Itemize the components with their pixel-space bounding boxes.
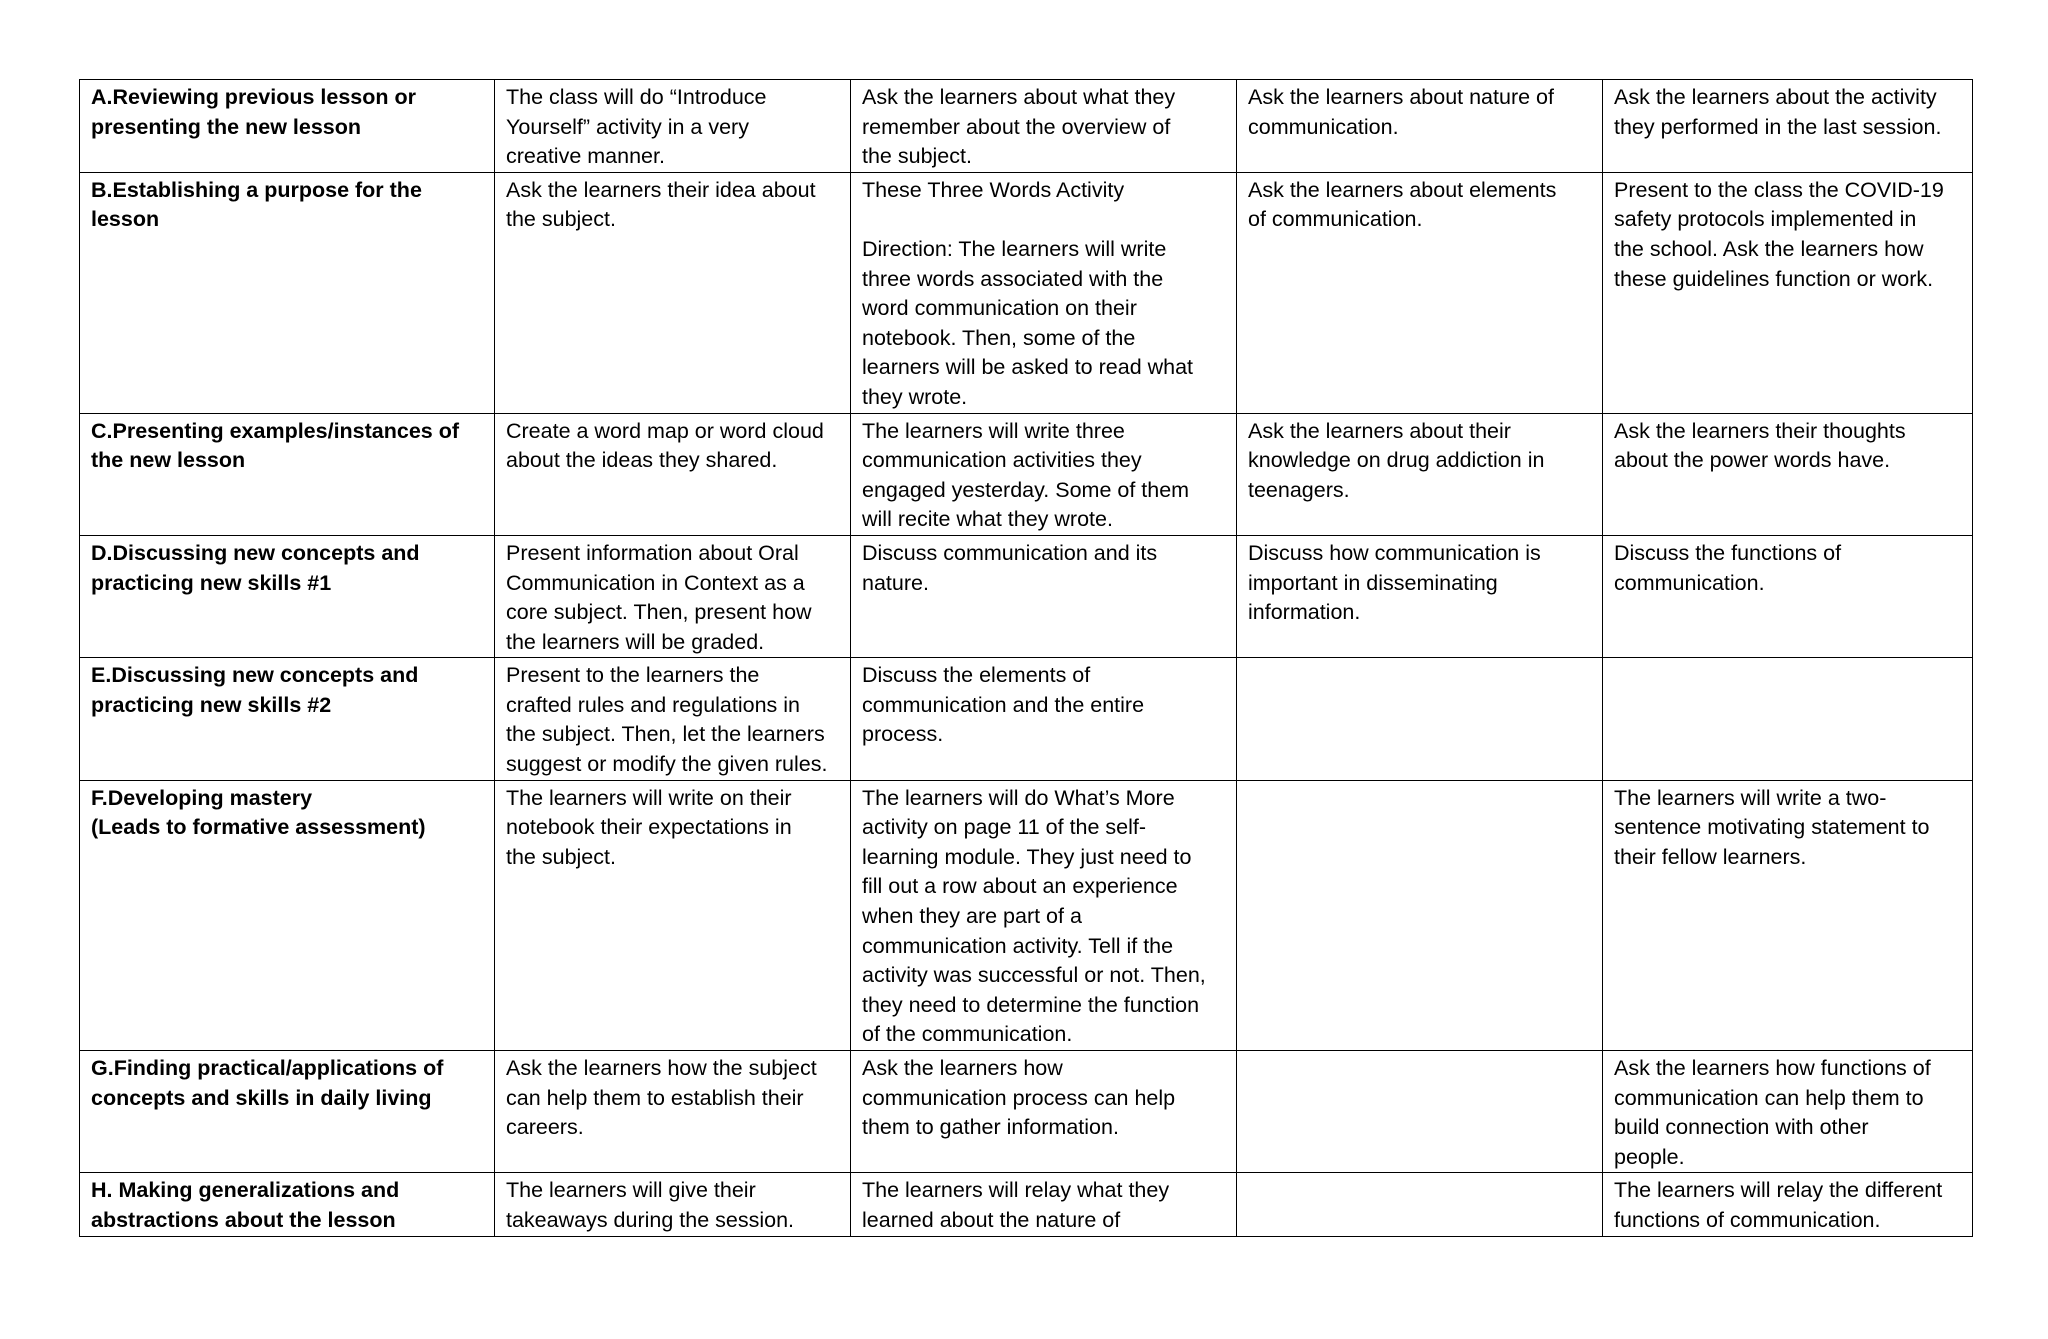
cell-text-line: word communication on their bbox=[862, 296, 1137, 321]
cell-text-line: B.Establishing a purpose for the lesson bbox=[91, 177, 428, 232]
row-header-cell bbox=[80, 172, 495, 413]
cell-text-line: Direction: The learners will write bbox=[862, 236, 1167, 261]
cell-text-line: communication. bbox=[1248, 114, 1399, 139]
row-header-cell bbox=[80, 1173, 495, 1236]
row-header-cell bbox=[80, 413, 495, 535]
cell-text-line: them to gather information. bbox=[862, 1115, 1119, 1140]
row-header-cell bbox=[80, 658, 495, 780]
cell-text-line: Ask the learners how bbox=[862, 1056, 1063, 1080]
cell-text-line: the learners will be graded. bbox=[506, 629, 765, 654]
day4-cell bbox=[1603, 1173, 1973, 1236]
day3-cell bbox=[1237, 658, 1603, 780]
cell-text-line: takeaways during the session. bbox=[506, 1207, 795, 1232]
cell-text-line: notebook. Then, some of the bbox=[862, 325, 1136, 350]
cell-text-line: Discuss how communication is bbox=[1248, 540, 1541, 565]
cell-text-line: can help them to establish their bbox=[506, 1085, 804, 1110]
cell-text-line: people. bbox=[1614, 1144, 1685, 1169]
day1-cell bbox=[495, 413, 851, 535]
cell-text-line: communication process can help bbox=[862, 1085, 1176, 1110]
cell-text-line: communication can help them to bbox=[1614, 1085, 1924, 1110]
cell-text-line bbox=[862, 205, 1225, 235]
day2-cell bbox=[851, 80, 1237, 173]
cell-text-line: activity on page 11 of the self- bbox=[862, 815, 1147, 840]
cell-text-line: the subject. Then, let the learners bbox=[506, 722, 825, 747]
cell-text-line: Communication in Context as a bbox=[506, 570, 805, 595]
row-header-cell bbox=[80, 1051, 495, 1173]
cell-text-line: learned about the nature of bbox=[862, 1207, 1121, 1232]
day2-cell bbox=[851, 1051, 1237, 1173]
day1-cell bbox=[495, 780, 851, 1050]
table-row bbox=[80, 80, 1973, 173]
day1-cell bbox=[495, 172, 851, 413]
cell-text-line: C.Presenting examples/instances of bbox=[91, 418, 460, 443]
cell-text-line: Ask the learners their idea about bbox=[506, 177, 816, 202]
cell-text-line: core subject. Then, present how bbox=[506, 600, 812, 625]
cell-text-line: Ask the learners about nature of bbox=[1248, 85, 1554, 109]
cell-text-line: careers. bbox=[506, 1115, 584, 1140]
cell-text-line: the subject. bbox=[506, 844, 616, 869]
cell-text-line: about the ideas they shared. bbox=[506, 448, 778, 473]
cell-text-line: The learners will write on their bbox=[506, 785, 792, 810]
cell-text-line: creative manner. bbox=[506, 144, 665, 169]
cell-text-line: The learners will give their bbox=[506, 1178, 756, 1203]
cell-text-line: D.Discussing new concepts and bbox=[91, 540, 420, 565]
day1-cell bbox=[495, 1051, 851, 1173]
cell-text-line: (Leads to formative assessment) bbox=[91, 815, 426, 840]
row-header-cell bbox=[80, 780, 495, 1050]
day4-cell bbox=[1603, 1051, 1973, 1173]
cell-text-line: A.Reviewing previous lesson or bbox=[91, 85, 416, 109]
cell-text-line: when they are part of a bbox=[862, 904, 1082, 929]
cell-text-line: engaged yesterday. Some of them bbox=[862, 477, 1190, 502]
cell-text-line: safety protocols implemented in bbox=[1614, 207, 1917, 232]
cell-text-line: Create a word map or word cloud bbox=[506, 418, 824, 443]
cell-text-line: H. Making generalizations and bbox=[91, 1178, 400, 1203]
cell-text-line: these guidelines function or work. bbox=[1614, 266, 1934, 291]
table-row bbox=[80, 658, 1973, 780]
row-header-cell bbox=[80, 80, 495, 173]
cell-text-line: Yourself” activity in a very bbox=[506, 114, 749, 139]
cell-text-line: communication activities they bbox=[862, 448, 1142, 473]
cell-text-line: their fellow learners. bbox=[1614, 844, 1807, 869]
cell-text-line: nature. bbox=[862, 570, 929, 595]
day4-cell bbox=[1603, 413, 1973, 535]
cell-text-line: communication and the entire bbox=[862, 692, 1145, 717]
cell-text-line: information. bbox=[1248, 600, 1361, 625]
cell-text-line: These Three Words Activity bbox=[862, 177, 1125, 202]
day4-cell bbox=[1603, 80, 1973, 173]
cell-text-line: fill out a row about an experience bbox=[862, 874, 1178, 899]
cell-text-line: three words associated with the bbox=[862, 266, 1164, 291]
cell-text-line: E.Discussing new concepts and bbox=[91, 663, 419, 688]
cell-text-line: The learners will do What’s More bbox=[862, 785, 1175, 810]
day4-cell bbox=[1603, 535, 1973, 657]
cell-text-line: Ask the learners how the subject bbox=[506, 1056, 817, 1080]
cell-text-line: The learners will write a two- bbox=[1614, 785, 1887, 810]
cell-text-line: process. bbox=[862, 722, 944, 747]
cell-text-line: communication. bbox=[1614, 570, 1765, 595]
day4-cell bbox=[1603, 172, 1973, 413]
table-row bbox=[80, 535, 1973, 657]
cell-text-line: the new lesson bbox=[91, 448, 246, 473]
cell-text-line: functions of communication. bbox=[1614, 1207, 1881, 1232]
cell-text-line: will recite what they wrote. bbox=[862, 507, 1113, 532]
day3-cell bbox=[1237, 80, 1603, 173]
table-row bbox=[80, 1051, 1973, 1173]
table-row bbox=[80, 1173, 1973, 1236]
lesson-plan-sheet bbox=[79, 79, 1972, 1237]
day1-cell bbox=[495, 1173, 851, 1236]
cell-text-line: crafted rules and regulations in bbox=[506, 692, 801, 717]
cell-text-line: The learners will relay what they bbox=[862, 1178, 1170, 1203]
cell-text-line: Ask the learners about what they bbox=[862, 85, 1176, 109]
cell-text-line: abstractions about the lesson bbox=[91, 1207, 396, 1232]
cell-text-line: teenagers. bbox=[1248, 477, 1350, 502]
cell-text-line: Present to the class the COVID-19 bbox=[1614, 177, 1944, 202]
day1-cell bbox=[495, 658, 851, 780]
cell-text-line: practicing new skills #2 bbox=[91, 692, 332, 717]
row-header-cell bbox=[80, 535, 495, 657]
cell-text-line: the school. Ask the learners how bbox=[1614, 236, 1924, 261]
cell-text-line: about the power words have. bbox=[1614, 448, 1891, 473]
cell-text-line: F.Developing mastery bbox=[91, 785, 313, 810]
cell-text-line: remember about the overview of bbox=[862, 114, 1171, 139]
cell-text-line: important in disseminating bbox=[1248, 570, 1498, 595]
day2-cell bbox=[851, 1173, 1237, 1236]
cell-text-line: Discuss communication and its bbox=[862, 540, 1158, 565]
day2-cell bbox=[851, 535, 1237, 657]
cell-text-line: Ask the learners about their bbox=[1248, 418, 1511, 443]
cell-text-line: they performed in the last session. bbox=[1614, 114, 1942, 139]
day3-cell bbox=[1237, 780, 1603, 1050]
cell-text-line: of communication. bbox=[1248, 207, 1423, 232]
cell-text-line: concepts and skills in daily living bbox=[91, 1085, 432, 1110]
cell-text-line: Ask the learners how functions of bbox=[1614, 1056, 1931, 1080]
cell-text-line: notebook their expectations in bbox=[506, 815, 792, 840]
cell-text-line: G.Finding practical/applications of bbox=[91, 1056, 444, 1080]
day3-cell bbox=[1237, 1051, 1603, 1173]
cell-text-line: The learners will write three bbox=[862, 418, 1125, 443]
cell-text-line: activity was successful or not. Then, bbox=[862, 963, 1206, 988]
cell-text-line: Discuss the elements of bbox=[862, 663, 1091, 688]
cell-text-line: they need to determine the function bbox=[862, 992, 1200, 1017]
cell-text-line: learners will be asked to read what bbox=[862, 355, 1194, 380]
cell-text-line: suggest or modify the given rules. bbox=[506, 752, 828, 777]
cell-text-line: The learners will relay the different bbox=[1614, 1178, 1943, 1203]
cell-text-line: knowledge on drug addiction in bbox=[1248, 448, 1545, 473]
cell-text-line: Present to the learners the bbox=[506, 663, 760, 688]
day2-cell bbox=[851, 658, 1237, 780]
table-row bbox=[80, 413, 1973, 535]
cell-text-line: they wrote. bbox=[862, 384, 968, 409]
cell-text-line: The class will do “Introduce bbox=[506, 85, 767, 109]
cell-text-line: communication activity. Tell if the bbox=[862, 933, 1174, 958]
table-row bbox=[80, 172, 1973, 413]
day3-cell bbox=[1237, 535, 1603, 657]
day1-cell bbox=[495, 535, 851, 657]
cell-text-line: Ask the learners about elements bbox=[1248, 177, 1557, 202]
day3-cell bbox=[1237, 1173, 1603, 1236]
cell-text-line: Ask the learners about the activity bbox=[1614, 85, 1937, 109]
day1-cell bbox=[495, 80, 851, 173]
lesson-plan-table bbox=[79, 79, 1973, 1237]
cell-text-line: Ask the learners their thoughts bbox=[1614, 418, 1906, 443]
cell-text-line: the subject. bbox=[506, 207, 616, 232]
day2-cell bbox=[851, 780, 1237, 1050]
cell-text-line: learning module. They just need to bbox=[862, 844, 1192, 869]
table-body bbox=[80, 80, 1973, 1237]
cell-text-line: sentence motivating statement to bbox=[1614, 815, 1930, 840]
day2-cell bbox=[851, 413, 1237, 535]
cell-text-line: Discuss the functions of bbox=[1614, 540, 1842, 565]
table-row bbox=[80, 780, 1973, 1050]
cell-text-line: build connection with other bbox=[1614, 1115, 1869, 1140]
day3-cell bbox=[1237, 413, 1603, 535]
cell-text-line: practicing new skills #1 bbox=[91, 570, 332, 595]
cell-text-line: presenting the new lesson bbox=[91, 114, 361, 139]
day4-cell bbox=[1603, 658, 1973, 780]
cell-text-line: the subject. bbox=[862, 144, 972, 169]
cell-text-line: of the communication. bbox=[862, 1022, 1073, 1047]
day3-cell bbox=[1237, 172, 1603, 413]
day4-cell bbox=[1603, 780, 1973, 1050]
cell-text-line: Present information about Oral bbox=[506, 540, 799, 565]
day2-cell bbox=[851, 172, 1237, 413]
